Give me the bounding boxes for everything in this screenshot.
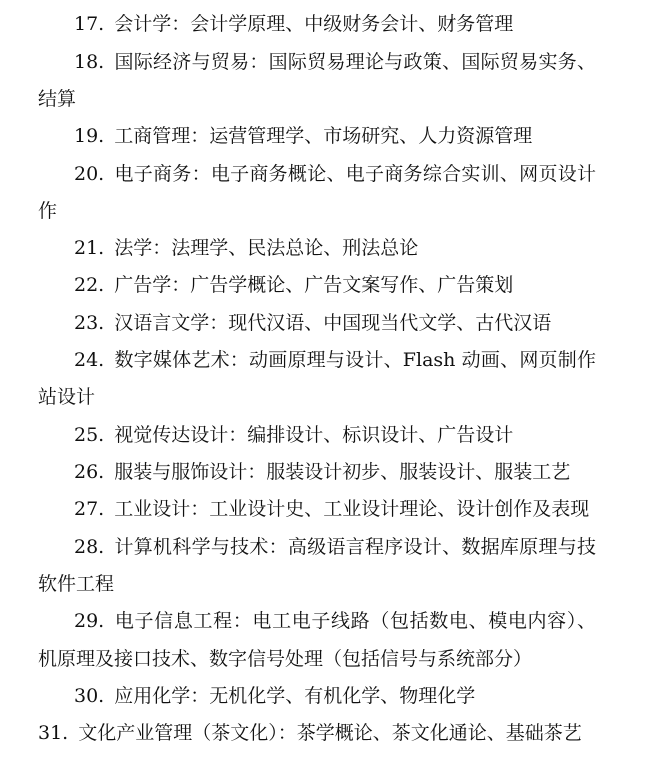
item-number: 28.: [74, 536, 105, 558]
list-item: [74, 50, 596, 74]
list-item: [74, 348, 596, 372]
list-item-continuation: [38, 199, 57, 223]
list-item: [74, 162, 596, 186]
list-item: [74, 497, 589, 521]
list-item: [38, 721, 582, 745]
item-text: 汉语言文学：现代汉语、中国现当代文学、古代汉语: [114, 312, 552, 334]
item-number: 30.: [74, 685, 105, 707]
item-text: 计算机科学与技术：高级语言程序设计、数据库原理与技: [114, 536, 596, 558]
item-number: 26.: [74, 461, 105, 483]
item-number: 23.: [74, 312, 105, 334]
item-number: 27.: [74, 498, 105, 520]
item-number: 25.: [74, 424, 105, 446]
item-number: 20.: [74, 163, 105, 185]
item-number: 24.: [74, 349, 105, 371]
list-item: [74, 423, 513, 447]
list-item: [74, 609, 596, 633]
list-item-continuation: [38, 572, 114, 596]
list-item: [74, 124, 532, 148]
item-number: 19.: [74, 125, 105, 147]
item-text: 视觉传达设计：编排设计、标识设计、广告设计: [114, 424, 514, 446]
list-item: [74, 460, 570, 484]
list-item: [74, 236, 418, 260]
list-item: [74, 684, 475, 708]
list-item-continuation: [38, 385, 95, 409]
item-number: 22.: [74, 274, 105, 296]
item-text-continued: 机原理及接口技术、数字信号处理（包括信号与系统部分）: [38, 648, 533, 670]
item-text: 会计学：会计学原理、中级财务会计、财务管理: [114, 13, 514, 35]
item-number: 21.: [74, 237, 105, 259]
item-text: 服装与服饰设计：服装设计初步、服装设计、服装工艺: [114, 461, 571, 483]
item-text: 数字媒体艺术：动画原理与设计、Flash 动画、网页制作: [114, 349, 596, 371]
item-text-continued: 结算: [38, 88, 77, 110]
item-text: 电子信息工程：电工电子线路（包括数电、模电内容）、: [114, 610, 596, 632]
item-number: 18.: [74, 51, 105, 73]
item-text: 应用化学：无机化学、有机化学、物理化学: [114, 685, 476, 707]
list-item: [74, 535, 596, 559]
item-number: 29.: [74, 610, 105, 632]
item-number: 17.: [74, 13, 105, 35]
item-text-continued: 软件工程: [38, 573, 115, 595]
item-text: 广告学：广告学概论、广告文案写作、广告策划: [114, 274, 514, 296]
item-text-continued: 作: [38, 200, 58, 222]
list-item: [74, 12, 513, 36]
list-item-continuation: [38, 647, 532, 671]
item-text-continued: 站设计: [38, 386, 96, 408]
list-item: [74, 311, 551, 335]
item-text: 文化产业管理（茶文化）：茶学概论、茶文化通论、基础茶艺: [78, 722, 582, 744]
list-item: [74, 273, 513, 297]
item-text: 工商管理：运营管理学、市场研究、人力资源管理: [114, 125, 533, 147]
item-text: 法学：法理学、民法总论、刑法总论: [114, 237, 419, 259]
list-item-continuation: [38, 87, 76, 111]
item-text: 电子商务：电子商务概论、电子商务综合实训、网页设计: [114, 163, 596, 185]
item-text: 工业设计：工业设计史、工业设计理论、设计创作及表现: [114, 498, 590, 520]
item-number: 31.: [38, 722, 69, 744]
item-text: 国际经济与贸易：国际贸易理论与政策、国际贸易实务、: [114, 51, 596, 73]
